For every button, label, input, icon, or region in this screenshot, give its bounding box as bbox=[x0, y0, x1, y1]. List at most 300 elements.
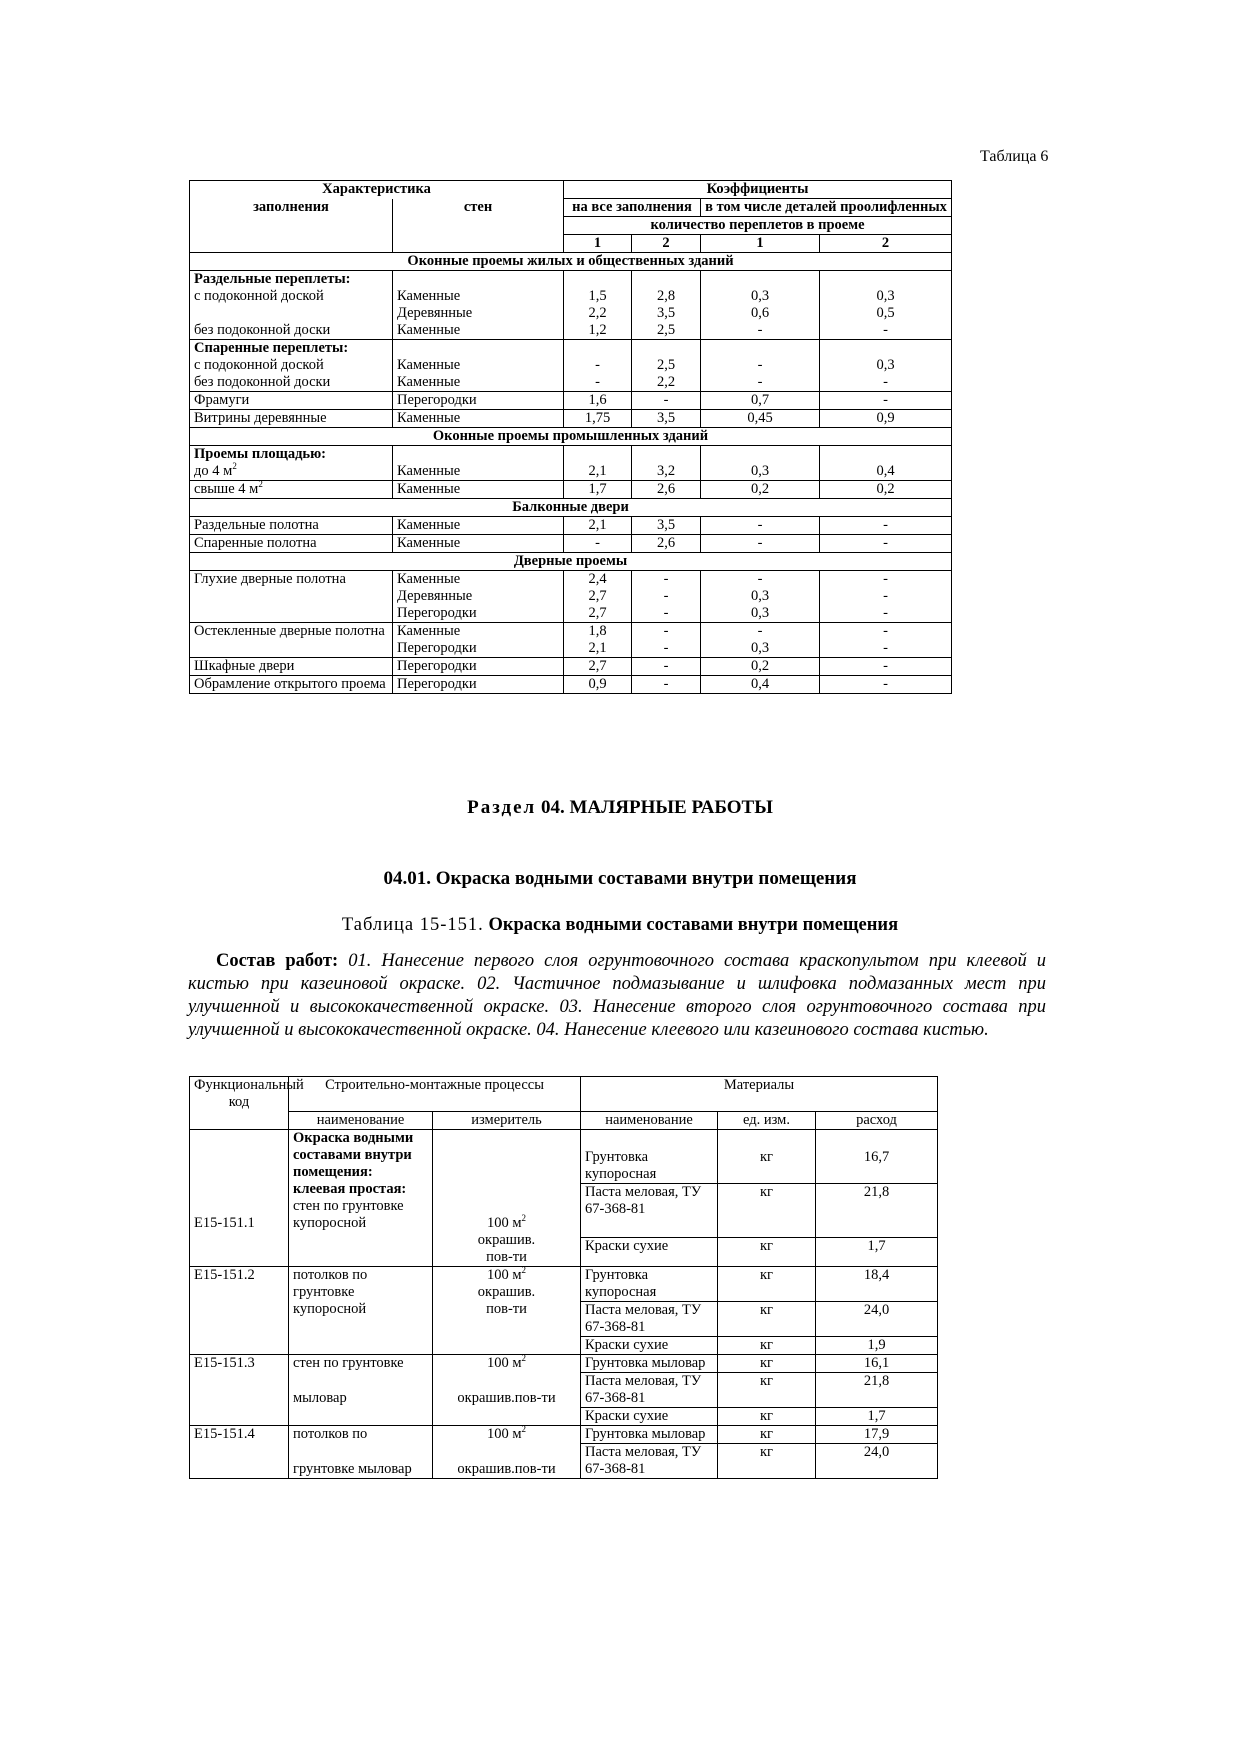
table-row bbox=[190, 571, 952, 623]
material-rate: 1,7 bbox=[816, 1238, 938, 1266]
cell-line: 0,4 bbox=[750, 676, 770, 692]
material-unit: кг bbox=[718, 1266, 816, 1301]
cell-line: Раздельные переплеты: bbox=[194, 271, 351, 287]
material-name: Краски сухие bbox=[581, 1407, 718, 1425]
walls-cell bbox=[393, 340, 564, 392]
meter-text: 100 $м^2$ bbox=[486, 1264, 527, 1283]
material-rate: 24,0 bbox=[816, 1301, 938, 1336]
cell-line bbox=[194, 305, 388, 322]
cell-line: Обрамление открытого проема bbox=[194, 676, 386, 692]
coef-cell bbox=[564, 535, 632, 553]
coef-cell bbox=[564, 517, 632, 535]
cell-line bbox=[705, 340, 815, 357]
walls-cell bbox=[393, 623, 564, 658]
section-title: Балконные двери bbox=[190, 499, 952, 517]
coef-cell bbox=[701, 271, 820, 340]
coef-cell bbox=[701, 676, 820, 694]
cell-line: 0,7 bbox=[750, 392, 770, 408]
header-coefficients: Коэффициенты bbox=[564, 181, 952, 199]
meter-text: окрашив.пов-ти bbox=[457, 1460, 556, 1477]
header-n2: 2 bbox=[632, 235, 701, 253]
section-title: Дверные проемы bbox=[190, 553, 952, 571]
material-rate: 17,9 bbox=[816, 1425, 938, 1443]
fill-cell bbox=[190, 571, 393, 623]
caption-title: Окраска водными составами внутри помещения bbox=[488, 915, 899, 935]
section-title: Оконные проемы жилых и общественных зданий bbox=[190, 253, 952, 271]
table-row bbox=[190, 517, 952, 535]
cell-line: - bbox=[883, 374, 888, 390]
meter-cell bbox=[433, 1266, 581, 1354]
material-unit: кг bbox=[718, 1425, 816, 1443]
cell-line bbox=[568, 446, 627, 463]
cell-line bbox=[824, 271, 947, 288]
cell-line: - bbox=[757, 535, 763, 551]
cell-line bbox=[397, 271, 559, 288]
coef-cell bbox=[701, 410, 820, 428]
cell-line: 3,2 bbox=[656, 463, 676, 479]
walls-cell bbox=[393, 658, 564, 676]
header-spacer bbox=[190, 1111, 289, 1129]
cell-line: - bbox=[663, 571, 669, 587]
cell-line: - bbox=[883, 676, 888, 692]
material-name: Грунтовка мыловар bbox=[581, 1425, 718, 1443]
cell-line: - bbox=[595, 535, 600, 551]
walls-cell bbox=[393, 410, 564, 428]
meter-cell bbox=[433, 1354, 581, 1425]
cell-line: - bbox=[883, 322, 888, 338]
cell-line bbox=[568, 340, 627, 357]
coef-cell bbox=[632, 658, 701, 676]
material-name: Краски сухие bbox=[581, 1238, 718, 1266]
cell-line: Деревянные bbox=[397, 305, 473, 321]
table-row bbox=[190, 1266, 938, 1301]
cell-line: - bbox=[663, 605, 669, 621]
coef-cell bbox=[820, 571, 952, 623]
coef-cell bbox=[564, 392, 632, 410]
material-name: Паста меловая, ТУ 67-368-81 bbox=[581, 1372, 718, 1407]
cell-line: 1,5 bbox=[588, 288, 607, 304]
coef-cell bbox=[564, 410, 632, 428]
walls-cell bbox=[393, 676, 564, 694]
coef-cell bbox=[820, 410, 952, 428]
cell-line: Каменные bbox=[397, 410, 461, 426]
coef-cell bbox=[701, 481, 820, 499]
cell-line: 3,5 bbox=[656, 410, 676, 426]
table-row bbox=[190, 481, 952, 499]
spacer bbox=[293, 1372, 428, 1390]
cell-line: 0,9 bbox=[876, 410, 895, 426]
process-name-cell bbox=[289, 1425, 433, 1478]
cell-line: 0,45 bbox=[747, 410, 773, 426]
cell-line bbox=[705, 446, 815, 463]
header-materials: Материалы bbox=[581, 1077, 938, 1112]
cell-line: Каменные bbox=[397, 623, 461, 639]
superscript: 2 bbox=[521, 1423, 527, 1434]
cell-line: Остекленные дверные полотна bbox=[194, 623, 385, 639]
spacer bbox=[194, 1130, 284, 1215]
cell-line bbox=[824, 446, 947, 463]
coef-cell bbox=[632, 517, 701, 535]
fill-cell bbox=[190, 535, 393, 553]
cell-line bbox=[636, 446, 696, 463]
header-func-code: Функциональный код bbox=[190, 1077, 289, 1112]
material-unit: кг bbox=[718, 1238, 816, 1266]
work-composition-lead: Состав работ: bbox=[216, 951, 339, 971]
table-row bbox=[190, 392, 952, 410]
process-name-cell bbox=[289, 1354, 433, 1425]
cell-line: - bbox=[595, 357, 600, 373]
material-name: Паста меловая, ТУ 67-368-81 bbox=[581, 1183, 718, 1237]
coef-cell bbox=[564, 446, 632, 481]
coef-cell bbox=[632, 271, 701, 340]
coef-cell bbox=[820, 446, 952, 481]
spacer bbox=[437, 1443, 576, 1461]
material-name: Грунтовка мыловар bbox=[581, 1354, 718, 1372]
code-text: Е15-151.3 bbox=[194, 1354, 255, 1371]
fill-cell bbox=[190, 271, 393, 340]
section-rest: 04. МАЛЯРНЫЕ РАБОТЫ bbox=[540, 797, 773, 818]
meter-cell bbox=[433, 1129, 581, 1266]
table-row bbox=[190, 1354, 938, 1372]
cell-line: - bbox=[883, 571, 888, 587]
coef-cell bbox=[820, 658, 952, 676]
header-meter: измеритель bbox=[433, 1111, 581, 1129]
material-unit: кг bbox=[718, 1183, 816, 1237]
cell-line: Каменные bbox=[397, 571, 461, 587]
cell-line bbox=[568, 271, 627, 288]
cell-line: - bbox=[663, 658, 669, 674]
cell-line: Раздельные полотна bbox=[194, 517, 319, 533]
walls-cell bbox=[393, 517, 564, 535]
cell-line: 0,5 bbox=[876, 305, 895, 321]
coef-cell bbox=[820, 392, 952, 410]
coef-cell bbox=[632, 340, 701, 392]
cell-line: - bbox=[883, 588, 888, 604]
material-name: Грунтовка купоросная bbox=[581, 1129, 718, 1183]
fill-cell bbox=[190, 410, 393, 428]
cell-line: 1,8 bbox=[588, 623, 607, 639]
process-name-cell bbox=[289, 1129, 433, 1266]
cell-line: 3,5 bbox=[656, 517, 676, 533]
table-row bbox=[190, 340, 952, 392]
cell-line: до 4 $м^2$ bbox=[194, 461, 237, 479]
cell-line: 0,2 bbox=[750, 481, 770, 497]
coef-cell bbox=[701, 571, 820, 623]
cell-line: Каменные bbox=[397, 288, 461, 304]
table-row bbox=[190, 623, 952, 658]
meter-text: 100 $м^2$ bbox=[486, 1423, 527, 1442]
material-unit: кг bbox=[718, 1354, 816, 1372]
fill-cell bbox=[190, 446, 393, 481]
cell-line: 2,2 bbox=[588, 305, 607, 321]
cell-line: - bbox=[757, 623, 763, 639]
walls-cell bbox=[393, 571, 564, 623]
spacer bbox=[437, 1130, 576, 1215]
superscript: 2 bbox=[521, 1264, 527, 1275]
work-composition-text: 01. Нанесение первого слоя огрунтовочного состава краскопультом при клеевой и кистью при казеиновой окраске. 02. Частичное подмазывание и шлифовка подмазанных мест при улучшенной и высококачественной окраске. 03. Нанесение второго слоя огрунтовочного состава при улучшенной и высококачественной окраске. 04. Нанесение клеевого или казеинового состава кистью. bbox=[188, 951, 1046, 1040]
header-mat-name: наименование bbox=[581, 1111, 718, 1129]
superscript: 2 bbox=[258, 479, 263, 490]
cell-line bbox=[705, 271, 815, 288]
material-unit: кг bbox=[718, 1407, 816, 1425]
cell-line: 0,3 bbox=[876, 288, 895, 304]
coef-cell bbox=[564, 658, 632, 676]
cell-line: 0,3 bbox=[876, 357, 895, 373]
header-n1: 1 bbox=[564, 235, 632, 253]
header-incl: в том числе деталей проолифленных bbox=[701, 199, 952, 217]
coef-cell bbox=[632, 446, 701, 481]
material-rate: 16,1 bbox=[816, 1354, 938, 1372]
cell-line: Каменные bbox=[397, 535, 461, 551]
fill-cell bbox=[190, 481, 393, 499]
header-fill: заполнения bbox=[190, 199, 393, 253]
coef-cell bbox=[701, 535, 820, 553]
cell-line: 0,9 bbox=[588, 676, 607, 692]
cell-line: - bbox=[663, 623, 669, 639]
cell-line: с подоконной доской bbox=[194, 357, 324, 373]
cell-line: Перегородки bbox=[397, 392, 477, 408]
material-unit: кг bbox=[718, 1301, 816, 1336]
caption-label: Таблица 15-151. bbox=[341, 915, 484, 935]
cell-line: - bbox=[883, 658, 888, 674]
material-name: Краски сухие bbox=[581, 1336, 718, 1354]
cell-line: с подоконной доской bbox=[194, 288, 324, 304]
cell-line: 0,3 bbox=[750, 463, 770, 479]
coef-cell bbox=[632, 676, 701, 694]
material-unit: кг bbox=[718, 1372, 816, 1407]
table-row bbox=[190, 535, 952, 553]
header-count: количество переплетов в проеме bbox=[564, 217, 952, 235]
cell-line: Фрамуги bbox=[194, 392, 250, 408]
cell-line: 0,6 bbox=[750, 305, 770, 321]
coefficients-table bbox=[189, 180, 952, 694]
cell-line: - bbox=[663, 640, 669, 656]
name-text: потолков по bbox=[293, 1425, 368, 1442]
cell-line bbox=[397, 446, 559, 463]
coef-cell bbox=[820, 535, 952, 553]
cell-line: Витрины деревянные bbox=[194, 410, 327, 426]
table-151-caption bbox=[0, 915, 1240, 936]
coef-cell bbox=[820, 340, 952, 392]
process-name-cell bbox=[289, 1266, 433, 1354]
painting-table bbox=[189, 1076, 938, 1479]
coef-cell bbox=[820, 481, 952, 499]
cell-line: - bbox=[883, 605, 888, 621]
section-heading bbox=[0, 797, 1240, 819]
table-row bbox=[190, 271, 952, 340]
header-walls: стен bbox=[393, 199, 564, 253]
superscript: 2 bbox=[521, 1212, 527, 1223]
cell-line: 1,6 bbox=[588, 392, 607, 408]
name-text: стен по грунтовке bbox=[293, 1354, 404, 1371]
material-name: Грунтовка купоросная bbox=[581, 1266, 718, 1301]
walls-cell bbox=[393, 481, 564, 499]
superscript: 2 bbox=[232, 461, 237, 472]
cell-line: 2,6 bbox=[656, 535, 676, 551]
coef-cell bbox=[564, 676, 632, 694]
cell-line: 2,6 bbox=[656, 481, 676, 497]
material-rate: 1,7 bbox=[816, 1407, 938, 1425]
coef-cell bbox=[820, 517, 952, 535]
cell-line: Перегородки bbox=[397, 658, 477, 674]
header-name: наименование bbox=[289, 1111, 433, 1129]
cell-line: 0,2 bbox=[750, 658, 770, 674]
cell-line: Каменные bbox=[397, 517, 461, 533]
cell-line: 2,7 bbox=[588, 588, 607, 604]
cell-line: Перегородки bbox=[397, 676, 477, 692]
subsection-heading: 04.01. Окраска водными составами внутри помещения bbox=[383, 868, 857, 889]
coef-cell bbox=[564, 571, 632, 623]
cell-line: 2,2 bbox=[656, 374, 676, 390]
work-composition bbox=[188, 950, 1046, 1042]
func-code-cell bbox=[190, 1129, 289, 1266]
material-name: Паста меловая, ТУ 67-368-81 bbox=[581, 1443, 718, 1478]
fill-cell bbox=[190, 340, 393, 392]
section-title: Оконные проемы промышленных зданий bbox=[190, 428, 952, 446]
coef-cell bbox=[701, 658, 820, 676]
cell-line: - bbox=[757, 374, 763, 390]
cell-line: - bbox=[883, 517, 888, 533]
table-row bbox=[190, 658, 952, 676]
func-code-cell bbox=[190, 1354, 289, 1425]
name-text: потолков по грунтовке купоросной bbox=[293, 1266, 368, 1317]
func-code-cell bbox=[190, 1425, 289, 1478]
cell-line: 2,1 bbox=[588, 640, 607, 656]
spacer bbox=[437, 1372, 576, 1390]
cell-line: 0,3 bbox=[750, 588, 770, 604]
material-unit: кг bbox=[718, 1336, 816, 1354]
walls-cell bbox=[393, 392, 564, 410]
cell-line: Деревянные bbox=[397, 588, 473, 604]
material-unit: кг bbox=[718, 1129, 816, 1183]
walls-cell bbox=[393, 271, 564, 340]
coef-cell bbox=[701, 623, 820, 658]
cell-line: Проемы площадью: bbox=[194, 446, 326, 462]
process-intro: Окраска водными составами внутри помещения: клеевая простая: bbox=[293, 1129, 414, 1197]
coef-cell bbox=[820, 623, 952, 658]
coef-cell bbox=[632, 571, 701, 623]
cell-line: свыше 4 $м^2$ bbox=[194, 479, 263, 497]
header-n1-b: 1 bbox=[701, 235, 820, 253]
code-text: Е15-151.4 bbox=[194, 1425, 255, 1442]
coef-cell bbox=[701, 517, 820, 535]
fill-cell bbox=[190, 392, 393, 410]
cell-line: - bbox=[757, 571, 763, 587]
meter-cell bbox=[433, 1425, 581, 1478]
cell-line: Каменные bbox=[397, 463, 461, 479]
code-text: Е15-151.2 bbox=[194, 1266, 255, 1283]
table-6-label: Таблица 6 bbox=[980, 148, 1049, 165]
table-row bbox=[190, 1425, 938, 1443]
meter-text: окрашив. пов-ти bbox=[477, 1283, 536, 1317]
superscript: 2 bbox=[521, 1352, 527, 1363]
header-characteristic: Характеристика bbox=[190, 181, 564, 199]
coef-cell bbox=[820, 271, 952, 340]
coef-cell bbox=[564, 340, 632, 392]
cell-line: Каменные bbox=[397, 357, 461, 373]
coef-cell bbox=[701, 340, 820, 392]
cell-line: - bbox=[663, 676, 669, 692]
coef-cell bbox=[564, 271, 632, 340]
header-unit: ед. изм. bbox=[718, 1111, 816, 1129]
cell-line: - bbox=[883, 392, 888, 408]
fill-cell bbox=[190, 623, 393, 658]
fill-cell bbox=[190, 676, 393, 694]
cell-line bbox=[397, 340, 559, 357]
cell-line bbox=[636, 271, 696, 288]
cell-line: 0,4 bbox=[876, 463, 895, 479]
walls-cell bbox=[393, 446, 564, 481]
cell-line: без подоконной доски bbox=[194, 374, 331, 390]
cell-line: без подоконной доски bbox=[194, 322, 331, 338]
meter-text: 100 $м^2$ bbox=[486, 1352, 527, 1371]
cell-line: 2,7 bbox=[588, 605, 607, 621]
table-row bbox=[190, 410, 952, 428]
func-code-cell bbox=[190, 1266, 289, 1354]
cell-line bbox=[824, 340, 947, 357]
section-word: Раздел bbox=[467, 797, 537, 818]
cell-line: - bbox=[757, 357, 763, 373]
name-text: мыловар bbox=[293, 1389, 347, 1406]
cell-line: 1,75 bbox=[584, 410, 611, 426]
cell-line: Каменные bbox=[397, 374, 461, 390]
cell-line bbox=[636, 340, 696, 357]
name-text: стен по грунтовке купоросной bbox=[293, 1197, 404, 1231]
cell-line: Шкафные двери bbox=[194, 658, 295, 674]
meter-text: окрашив. пов-ти bbox=[477, 1231, 536, 1265]
cell-line: - bbox=[757, 517, 763, 533]
meter-text: окрашив.пов-ти bbox=[457, 1389, 556, 1406]
fill-cell bbox=[190, 517, 393, 535]
cell-line: Глухие дверные полотна bbox=[194, 571, 346, 587]
coef-cell bbox=[632, 623, 701, 658]
cell-line: 2,5 bbox=[656, 357, 676, 373]
code-text: Е15-151.1 bbox=[194, 1214, 255, 1231]
cell-line: 1,7 bbox=[588, 481, 607, 497]
header-rate: расход bbox=[816, 1111, 938, 1129]
name-text: грунтовке мыловар bbox=[293, 1460, 412, 1477]
cell-line: - bbox=[663, 392, 669, 408]
cell-line: Спаренные переплеты: bbox=[194, 340, 349, 356]
material-rate: 21,8 bbox=[816, 1372, 938, 1407]
coef-cell bbox=[820, 676, 952, 694]
table-row bbox=[190, 1129, 938, 1183]
coef-cell bbox=[632, 535, 701, 553]
material-name: Паста меловая, ТУ 67-368-81 bbox=[581, 1301, 718, 1336]
material-unit: кг bbox=[718, 1443, 816, 1478]
header-n2-b: 2 bbox=[820, 235, 952, 253]
table-row bbox=[190, 676, 952, 694]
table-row bbox=[190, 446, 952, 481]
cell-line: - bbox=[757, 322, 763, 338]
cell-line: - bbox=[883, 535, 888, 551]
cell-line: 3,5 bbox=[656, 305, 676, 321]
cell-line: Перегородки bbox=[397, 605, 477, 621]
cell-line: Каменные bbox=[397, 481, 461, 497]
header-all-fill: на все заполнения bbox=[564, 199, 701, 217]
material-rate: 18,4 bbox=[816, 1266, 938, 1301]
coef-cell bbox=[632, 481, 701, 499]
cell-line: 2,5 bbox=[656, 322, 676, 338]
coef-cell bbox=[701, 392, 820, 410]
fill-cell bbox=[190, 658, 393, 676]
walls-cell bbox=[393, 535, 564, 553]
cell-line: Перегородки bbox=[397, 640, 477, 656]
cell-line: Спаренные полотна bbox=[194, 535, 317, 551]
cell-line: Каменные bbox=[397, 322, 461, 338]
material-rate: 16,7 bbox=[816, 1129, 938, 1183]
coef-cell bbox=[701, 446, 820, 481]
